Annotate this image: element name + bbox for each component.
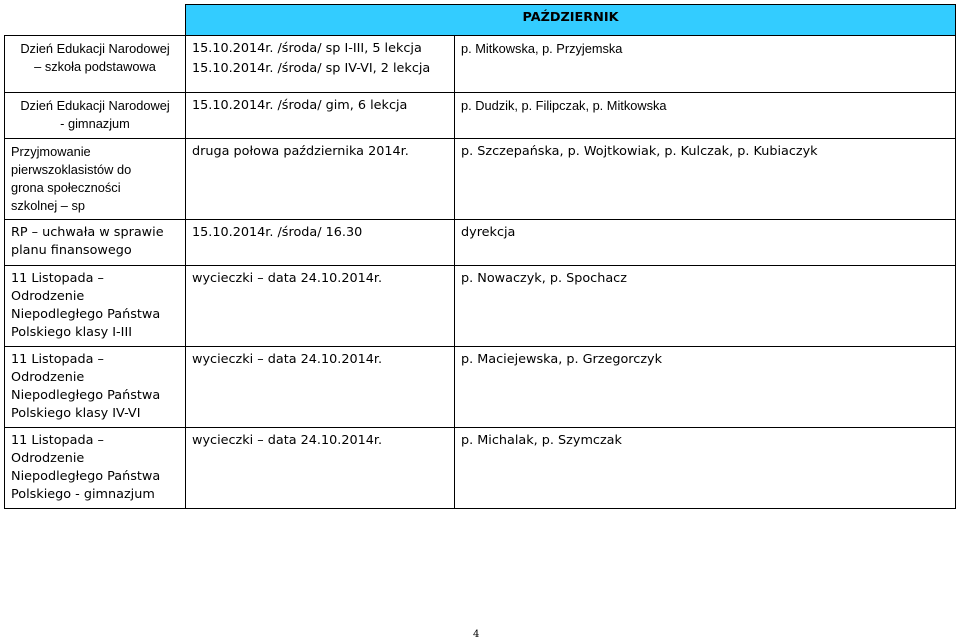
table-row	[5, 36, 956, 93]
responsible-cell	[455, 36, 956, 93]
date-line: 15.10.2014r. /środa/ gim, 6 lekcja	[192, 98, 408, 113]
date-line: druga połowa października 2014r.	[192, 144, 409, 159]
event-line: 11 Listopada –	[11, 352, 104, 367]
event-line: szkolnej – sp	[11, 198, 85, 213]
date-cell	[186, 93, 455, 139]
event-line: Polskiego klasy I-III	[11, 325, 133, 340]
table-row	[5, 266, 956, 347]
month-header: PAŹDZIERNIK	[186, 5, 956, 36]
event-line: Odrodzenie	[11, 289, 85, 304]
month-header-row	[5, 5, 956, 36]
date-line: 15.10.2014r. /środa/ sp IV-VI, 2 lekcja	[192, 61, 431, 76]
event-line: Przyjmowanie	[11, 144, 91, 159]
event-cell	[5, 93, 186, 139]
responsible-cell	[455, 347, 956, 428]
header-blank-cell	[5, 5, 186, 36]
event-cell	[5, 266, 186, 347]
responsible-cell	[455, 93, 956, 139]
table-row	[5, 347, 956, 428]
event-cell	[5, 220, 186, 266]
date-cell	[186, 139, 455, 220]
responsible-text: p. Michalak, p. Szymczak	[461, 433, 622, 448]
event-line: pierwszoklasistów do	[11, 162, 132, 177]
table-row	[5, 428, 956, 509]
date-line: wycieczki – data 24.10.2014r.	[192, 352, 383, 367]
date-line: wycieczki – data 24.10.2014r.	[192, 433, 383, 448]
responsible-text: p. Dudzik, p. Filipczak, p. Mitkowska	[461, 98, 667, 113]
event-line: Dzień Edukacji Narodowej	[20, 41, 170, 56]
event-line: - gimnazjum	[60, 116, 130, 131]
event-line: planu finansowego	[11, 243, 132, 258]
event-line: grona społeczności	[11, 180, 121, 195]
responsible-cell	[455, 139, 956, 220]
event-line: Polskiego klasy IV-VI	[11, 406, 141, 421]
schedule-table	[4, 4, 956, 509]
event-cell	[5, 347, 186, 428]
responsible-text: dyrekcja	[461, 225, 516, 240]
table-row	[5, 139, 956, 220]
event-line: Niepodległego Państwa	[11, 307, 161, 322]
event-line: RP – uchwała w sprawie	[11, 225, 164, 240]
event-line: 11 Listopada –	[11, 433, 104, 448]
event-line: Niepodległego Państwa	[11, 388, 161, 403]
event-cell	[5, 36, 186, 93]
event-line: Polskiego - gimnazjum	[11, 487, 155, 502]
responsible-cell	[455, 220, 956, 266]
table-row	[5, 220, 956, 266]
table-row	[5, 93, 956, 139]
event-line: Dzień Edukacji Narodowej	[20, 98, 170, 113]
event-line: Odrodzenie	[11, 451, 85, 466]
responsible-text: p. Maciejewska, p. Grzegorczyk	[461, 352, 663, 367]
event-line: – szkoła podstawowa	[34, 59, 156, 74]
event-line: Odrodzenie	[11, 370, 85, 385]
date-line: wycieczki – data 24.10.2014r.	[192, 271, 383, 286]
responsible-text: p. Szczepańska, p. Wojtkowiak, p. Kulczak, p. Kubiaczyk	[461, 144, 818, 159]
event-line: 11 Listopada –	[11, 271, 104, 286]
responsible-cell	[455, 266, 956, 347]
date-cell	[186, 428, 455, 509]
responsible-cell	[455, 428, 956, 509]
date-cell	[186, 220, 455, 266]
event-line: Niepodległego Państwa	[11, 469, 161, 484]
responsible-text: p. Mitkowska, p. Przyjemska	[461, 41, 623, 56]
responsible-text: p. Nowaczyk, p. Spochacz	[461, 271, 627, 286]
date-cell	[186, 266, 455, 347]
event-cell	[5, 428, 186, 509]
date-line: 15.10.2014r. /środa/ sp I-III, 5 lekcja	[192, 41, 422, 56]
page-number: 4	[473, 629, 480, 640]
date-line: 15.10.2014r. /środa/ 16.30	[192, 225, 363, 240]
date-cell	[186, 36, 455, 93]
date-cell	[186, 347, 455, 428]
event-cell	[5, 139, 186, 220]
